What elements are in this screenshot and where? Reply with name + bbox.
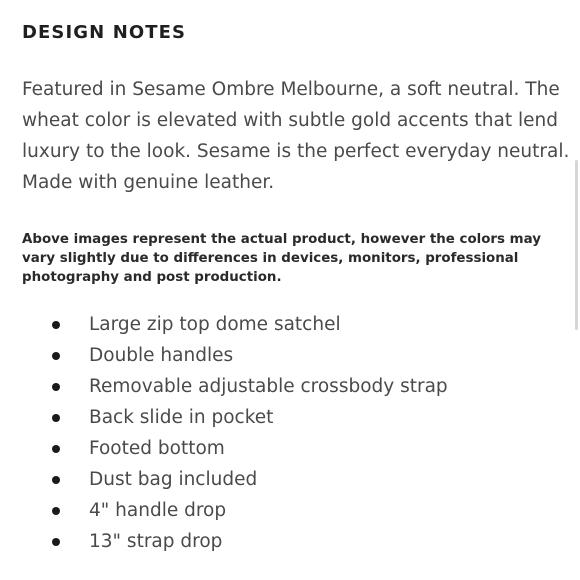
bullet-icon [52,507,60,515]
bullet-icon [52,538,60,546]
feature-label: Large zip top dome satchel [89,314,341,335]
list-item [0,371,560,402]
list-item [0,402,560,433]
list-item [0,495,560,526]
list-item [0,340,560,371]
bullet-icon [52,414,60,422]
list-item [0,433,560,464]
feature-label: 4" handle drop [89,500,227,521]
list-item [0,464,560,495]
feature-label: Back slide in pocket [89,407,274,428]
bullet-icon [52,445,60,453]
feature-label: 13" strap drop [89,531,223,552]
feature-label: Dust bag included [89,469,258,490]
bullet-icon [52,476,60,484]
color-disclaimer: Above images represent the actual product, however the colors may vary slightly due to differences in devices, monitors, professional photography and post production. [22,232,541,285]
bullet-icon [52,383,60,391]
bullet-icon [52,321,60,329]
scrollbar[interactable] [575,160,578,330]
feature-label: Footed bottom [89,438,225,459]
list-item [0,526,560,557]
bullet-icon [52,352,60,360]
features-list [0,309,560,557]
product-description: Featured in Sesame Ombre Melbourne, a soft neutral. The wheat color is elevated with subtle gold accents that lend luxury to the look. Sesame is the perfect everyday neutral. Made with genuine leather. [22,79,570,193]
feature-label: Double handles [89,345,234,366]
feature-label: Removable adjustable crossbody strap [89,376,448,397]
section-heading: DESIGN NOTES [22,22,187,43]
list-item [0,309,560,340]
